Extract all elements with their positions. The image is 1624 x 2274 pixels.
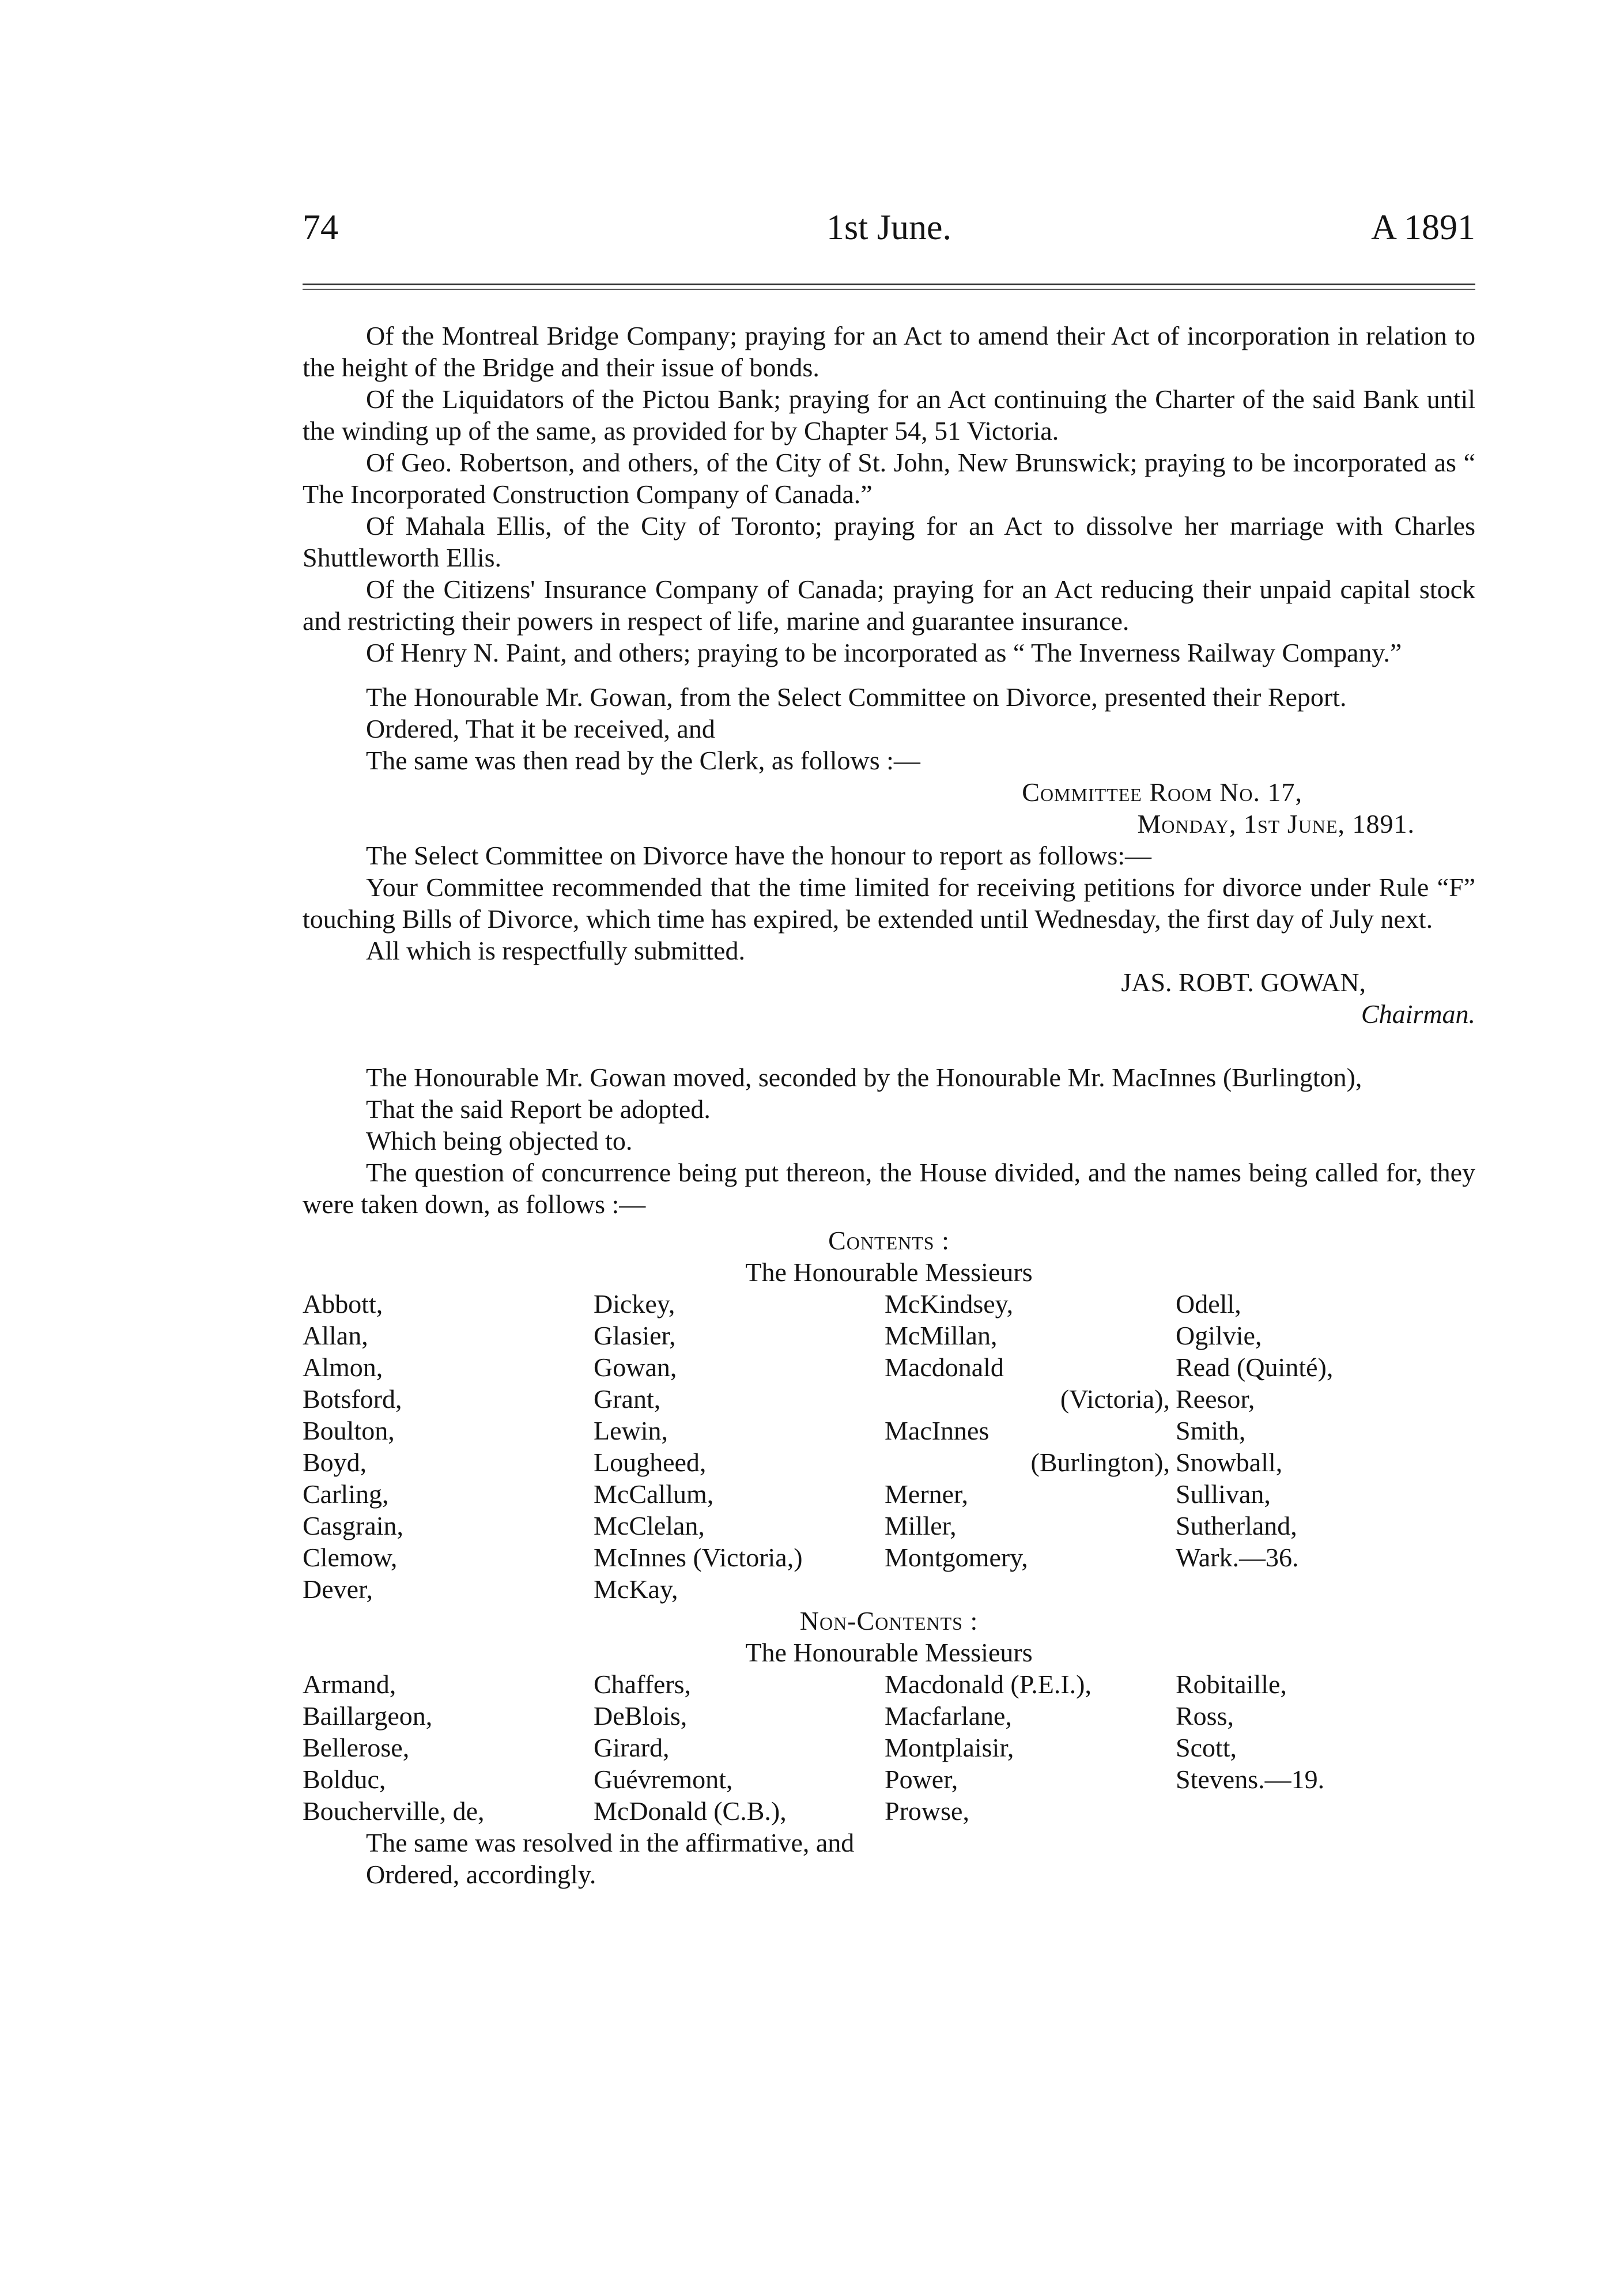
- report-ordered: Ordered, That it be received, and: [366, 714, 715, 743]
- document-page: [303, 207, 1475, 1890]
- committee-room: Committee Room No. 17,: [1022, 777, 1302, 807]
- member-name: Read (Quinté),: [1176, 1353, 1334, 1382]
- petition: Of Henry N. Paint, and others; praying to be incorporated as “ The Inverness Railway Company.”: [366, 638, 1402, 667]
- member-name: Montgomery,: [885, 1543, 1028, 1572]
- member-name: Macdonald: [885, 1353, 1004, 1382]
- resolution-text: The same was resolved in the affirmative, and: [366, 1828, 855, 1857]
- member-name: Reesor,: [1176, 1384, 1255, 1414]
- report-presented: The Honourable Mr. Gowan, from the Select Committee on Divorce, presented their Report.: [366, 682, 1347, 712]
- member-name: (Victoria),: [1060, 1384, 1170, 1414]
- non-contents-list: [303, 1668, 1475, 1827]
- report-closing: All which is respectfully submitted.: [366, 936, 745, 965]
- member-name: Armand,: [303, 1669, 396, 1699]
- member-name: Carling,: [303, 1479, 389, 1509]
- member-name: Ross,: [1176, 1701, 1234, 1731]
- member-name: Boulton,: [303, 1416, 395, 1445]
- member-name: Casgrain,: [303, 1511, 404, 1540]
- member-name: Gowan,: [594, 1353, 677, 1382]
- member-name: [885, 1573, 1176, 1605]
- member-name: Dever,: [303, 1574, 373, 1604]
- member-name: MacInnes: [885, 1416, 989, 1445]
- page-date: 1st June.: [826, 208, 951, 247]
- member-name: [1176, 1795, 1475, 1827]
- report-opening: The Select Committee on Divorce have the honour to report as follows:—: [366, 841, 1152, 870]
- motion-objected: Which being objected to.: [366, 1126, 633, 1155]
- member-name: Power,: [885, 1765, 958, 1794]
- petition: Of Mahala Ellis, of the City of Toronto; praying for an Act to dissolve her marriage with Charles Shuttleworth Ellis.: [303, 511, 1475, 572]
- petition: Of the Montreal Bridge Company; praying for an Act to amend their Act of incorporation in relation to the height of the Bridge and their issue of bonds.: [303, 321, 1475, 382]
- member-name: Lougheed,: [594, 1448, 707, 1477]
- petition: Of the Citizens' Insurance Company of Canada; praying for an Act reducing their unpaid capital stock and restricting their powers in respect of life, marine and guarantee insurance.: [303, 575, 1475, 636]
- member-name: Sutherland,: [1176, 1511, 1297, 1540]
- member-name: Sullivan,: [1176, 1479, 1271, 1509]
- journal-body: [303, 320, 1475, 1890]
- member-name: Bolduc,: [303, 1765, 386, 1794]
- member-name: Macdonald (P.E.I.),: [885, 1669, 1092, 1699]
- non-contents-heading: Non-Contents :: [799, 1606, 979, 1635]
- member-name: McClelan,: [594, 1511, 705, 1540]
- non-contents-subheading: The Honourable Messieurs: [745, 1638, 1033, 1667]
- member-name: Smith,: [1176, 1416, 1246, 1445]
- member-name: Lewin,: [594, 1416, 669, 1445]
- member-name: [1176, 1573, 1475, 1605]
- member-name: Scott,: [1176, 1733, 1237, 1762]
- member-name: Botsford,: [303, 1384, 402, 1414]
- member-name: Glasier,: [594, 1321, 676, 1350]
- contents-heading: Contents :: [828, 1226, 950, 1255]
- member-name: Montplaisir,: [885, 1733, 1014, 1762]
- member-name: Boyd,: [303, 1448, 367, 1477]
- report-date: Monday, 1st June, 1891.: [1137, 809, 1415, 838]
- signatory-title: Chairman.: [1361, 999, 1475, 1029]
- member-name: Chaffers,: [594, 1669, 692, 1699]
- resolution-ordered: Ordered, accordingly.: [366, 1860, 596, 1889]
- signatory: JAS. ROBT. GOWAN,: [1121, 968, 1366, 997]
- member-name: DeBlois,: [594, 1701, 688, 1731]
- member-name: Robitaille,: [1176, 1669, 1287, 1699]
- header-rule: [303, 284, 1475, 290]
- report-body: Your Committee recommended that the time limited for receiving petitions for divorce under Rule “F” touching Bills of Divorce, which time has expired, be extended until Wednesday, the first day of July next.: [303, 872, 1475, 934]
- member-name: Guévremont,: [594, 1765, 733, 1794]
- member-name: Odell,: [1176, 1289, 1241, 1319]
- member-name: McInnes (Victoria,): [594, 1543, 803, 1572]
- member-name: Clemow,: [303, 1543, 398, 1572]
- motion-moved: The Honourable Mr. Gowan moved, seconded by the Honourable Mr. MacInnes (Burlington),: [366, 1063, 1362, 1092]
- member-name: Miller,: [885, 1511, 957, 1540]
- member-name: McKay,: [594, 1574, 678, 1604]
- member-name: Boucherville, de,: [303, 1796, 485, 1826]
- contents-list: [303, 1288, 1475, 1605]
- member-name: Merner,: [885, 1479, 969, 1509]
- member-name: Wark.—36.: [1176, 1543, 1299, 1572]
- member-name: (Burlington),: [1030, 1448, 1170, 1477]
- running-head: [303, 207, 1475, 259]
- page-year: A 1891: [1371, 208, 1475, 247]
- member-name: Almon,: [303, 1353, 383, 1382]
- member-name: Macfarlane,: [885, 1701, 1012, 1731]
- member-name: Grant,: [594, 1384, 661, 1414]
- member-name: McMillan,: [885, 1321, 998, 1350]
- member-name: Abbott,: [303, 1289, 383, 1319]
- member-name: Bellerose,: [303, 1733, 410, 1762]
- petition: Of the Liquidators of the Pictou Bank; praying for an Act continuing the Charter of the said Bank until the winding up of the same, as provided for by Chapter 54, 51 Victoria.: [303, 384, 1475, 445]
- member-name: Ogilvie,: [1176, 1321, 1262, 1350]
- member-name: McDonald (C.B.),: [594, 1796, 787, 1826]
- member-name: Dickey,: [594, 1289, 675, 1319]
- member-name: Stevens.—19.: [1176, 1765, 1325, 1794]
- page-number: 74: [303, 208, 338, 247]
- member-name: Prowse,: [885, 1796, 969, 1826]
- member-name: McKindsey,: [885, 1289, 1014, 1319]
- member-name: Allan,: [303, 1321, 368, 1350]
- member-name: Baillargeon,: [303, 1701, 433, 1731]
- report-read: The same was then read by the Clerk, as follows :—: [366, 746, 920, 775]
- motion-text: That the said Report be adopted.: [366, 1094, 711, 1124]
- member-name: Girard,: [594, 1733, 670, 1762]
- contents-subheading: The Honourable Messieurs: [745, 1257, 1033, 1287]
- member-name: Snowball,: [1176, 1448, 1283, 1477]
- member-name: McCallum,: [594, 1479, 714, 1509]
- motion-division: The question of concurrence being put thereon, the House divided, and the names being called for, they were taken down, as follows :—: [303, 1158, 1475, 1219]
- petition: Of Geo. Robertson, and others, of the City of St. John, New Brunswick; praying to be incorporated as “ The Incorporated Construction Company of Canada.”: [303, 448, 1475, 509]
